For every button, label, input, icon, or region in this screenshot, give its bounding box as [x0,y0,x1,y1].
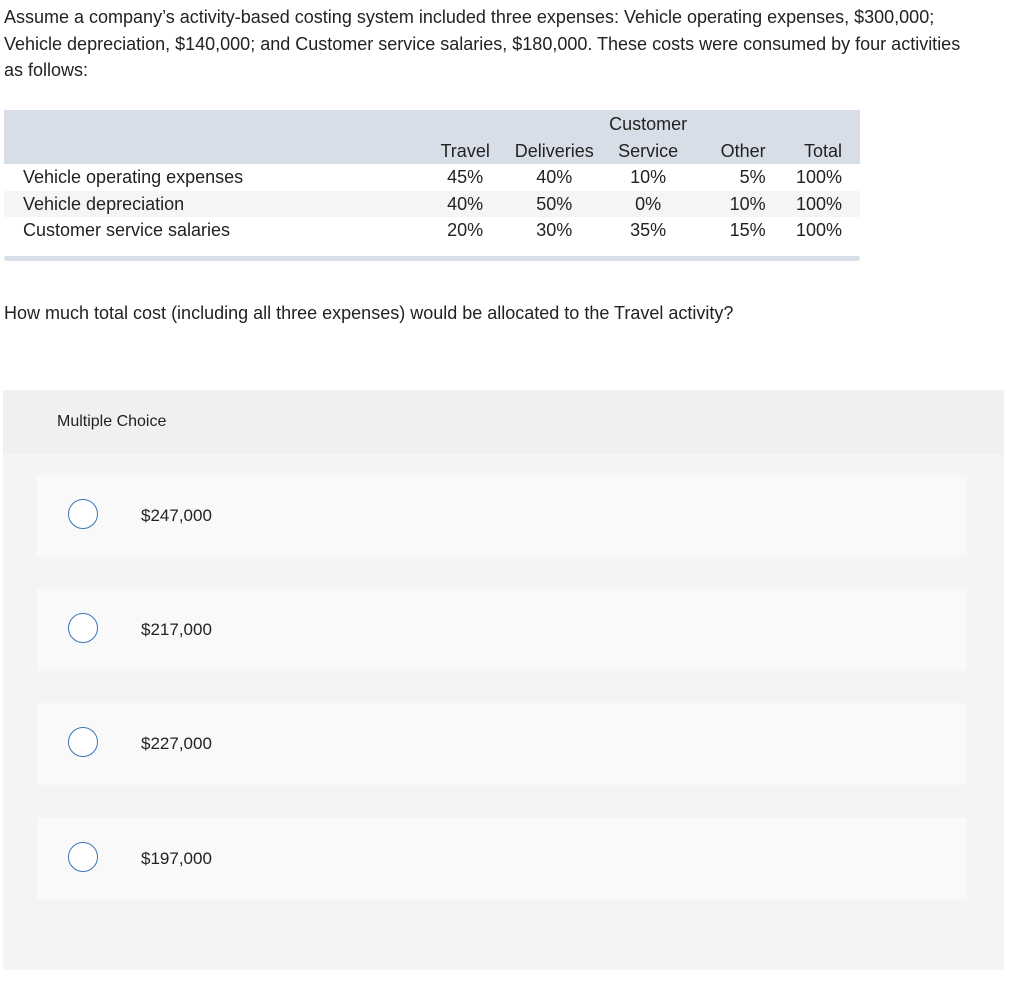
header-customer-service: Service [618,141,679,161]
cell-travel: 45% [447,167,484,188]
question-text: How much total cost (including all three expenses) would be allocated to the Travel activity? [4,303,734,323]
answer-option[interactable] [37,589,967,671]
multiple-choice-header [3,390,1004,454]
radio-button-icon[interactable] [68,727,98,757]
answer-option-label: $247,000 [141,506,212,525]
row-label: Vehicle depreciation [23,193,185,214]
radio-button-icon[interactable] [68,499,98,529]
multiple-choice-panel [3,390,1004,970]
cell-travel: 40% [447,193,484,214]
cell-travel: 20% [447,220,484,241]
cell-total: 100% [795,167,842,188]
cell-customer-service: 35% [630,220,667,241]
cell-deliveries: 50% [536,193,573,214]
header-other: Other [720,141,766,161]
radio-button-icon[interactable] [68,842,98,872]
header-deliveries: Deliveries [514,141,594,161]
table-header-row-top [4,110,860,137]
header-customer-top: Customer [609,114,688,134]
cell-deliveries: 40% [536,167,573,188]
answer-option[interactable] [37,703,967,785]
table-row [4,164,860,191]
table-bottom-rule [4,256,860,261]
answer-option-label: $197,000 [141,849,212,868]
radio-button-icon[interactable] [68,613,98,643]
cell-customer-service: 0% [635,193,662,214]
row-label: Vehicle operating expenses [23,167,244,188]
table-header-row [4,137,860,164]
cell-other: 15% [729,220,766,241]
answer-option-label: $227,000 [141,734,212,753]
multiple-choice-title: Multiple Choice [57,413,167,430]
cell-customer-service: 10% [630,167,667,188]
cell-total: 100% [795,193,842,214]
table-row [4,217,860,244]
cell-deliveries: 30% [536,220,573,241]
cell-other: 5% [739,167,766,188]
allocation-table-container [4,110,860,244]
cell-total: 100% [795,220,842,241]
intro-text: Assume a company’s activity-based costing system included three expenses: Vehicle operating expenses, $300,000; Vehicle depreciation, $140,000; and Customer service salaries, $180,000. These costs were consumed by four activities as follows: [4,7,961,80]
answer-option[interactable] [37,818,967,900]
row-label: Customer service salaries [23,220,231,241]
answer-option[interactable] [37,475,967,557]
answer-option-label: $217,000 [141,620,212,639]
table-row [4,191,860,218]
header-travel: Travel [440,141,490,161]
allocation-table [4,110,860,244]
cell-other: 10% [729,193,766,214]
header-empty [4,110,421,137]
header-total: Total [803,141,842,161]
